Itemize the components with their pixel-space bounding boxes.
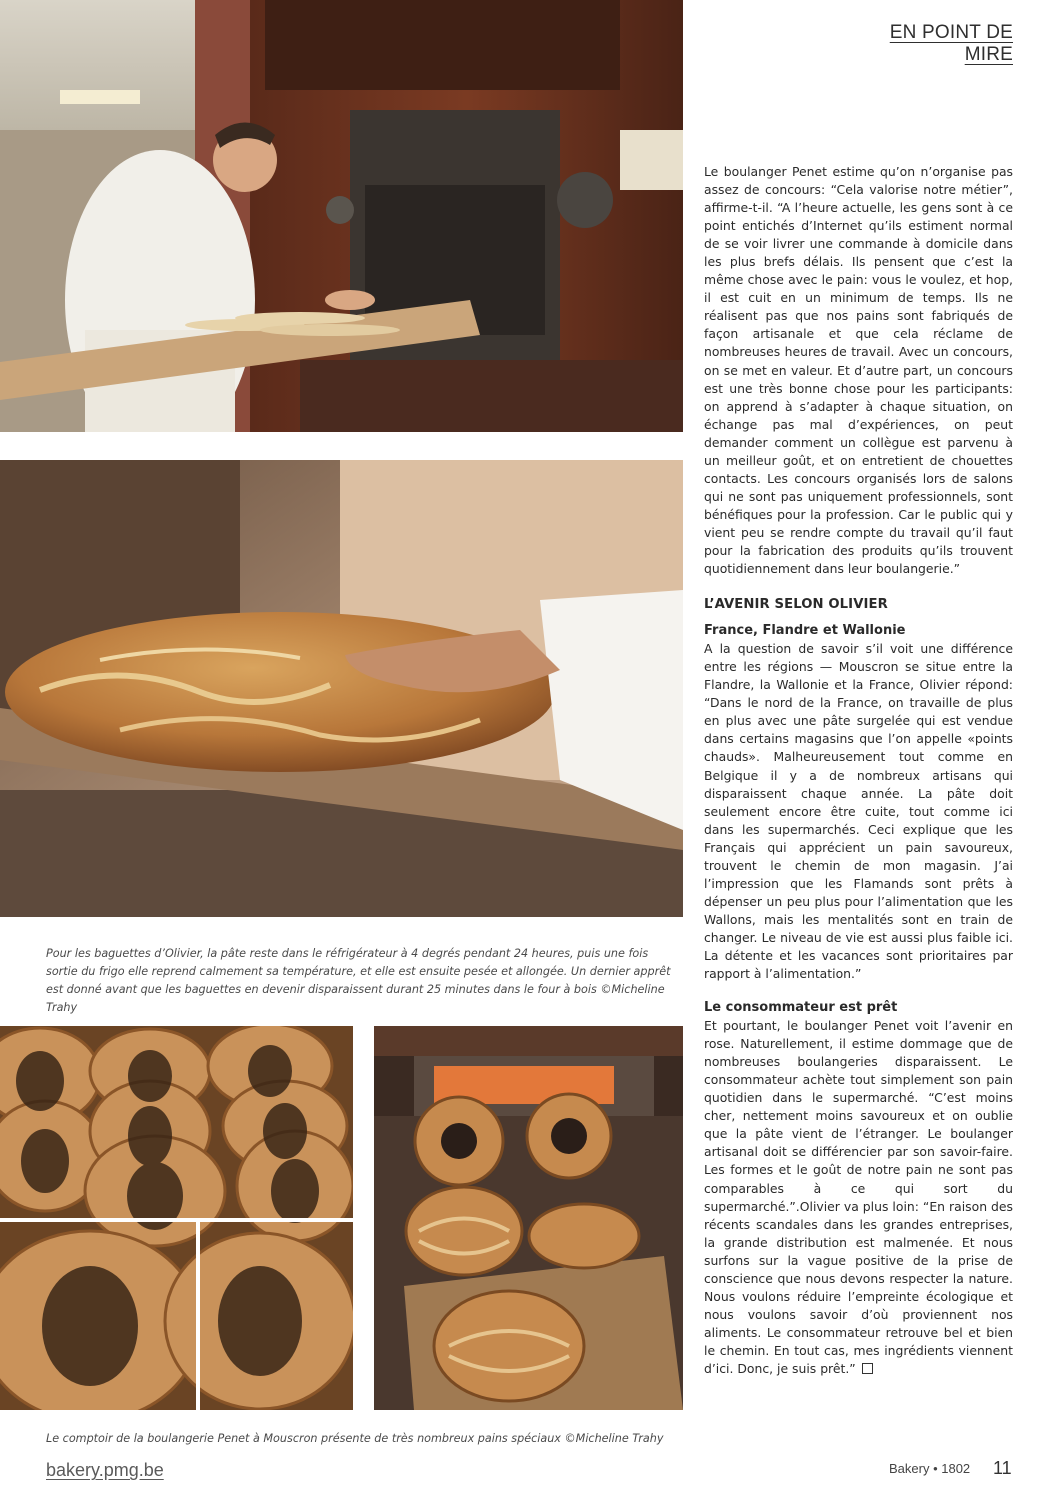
section-label: EN POINT DE MIRE — [889, 22, 1013, 65]
section-heading: L’AVENIR SELON OLIVIER — [704, 597, 888, 613]
paragraph-regions: A la question de savoir s’il voit une différence entre les régions — Mouscron se situe entre la Flandre, la Wallonie et la France, Olivier répond: “Dans le nord de la France, on travaille de plus en plus avec une pâte surgelée qui est vendue dans certains magasins que l’on appelle «points chauds». Malheureusement tout comme en Belgique il y a de nombreux artisans qui disparaissent chaque année. La pâte doit seulement encore être cuite, tout comme ici dans les supermarchés. Ceci explique que les Français qui apprécient un pain savoureux, trouvent le chemin de mon magasin. J’ai l’impression que les Flamands sont prêts à dépenser un peu plus pour l’alimentation que les Wallons, mais les mentalités sont en train de changer. Le niveau de vie est aussi plus faible ici. La détente et les vacances sont prioritaires par rapport à l’alimentation.” — [704, 641, 1013, 982]
photo-bread-graphic — [0, 460, 683, 917]
photo-oven-graphic — [374, 1026, 683, 1410]
photo-portrait-graphic — [0, 1026, 353, 1410]
footer-publication: Bakery • 1802 — [889, 1461, 971, 1476]
page-number: 11 — [993, 1458, 1012, 1478]
caption-baguettes: Pour les baguettes d’Olivier, la pâte reste dans le réfrigérateur à 4 degrés pendant 24 heures, puis une fois sortie du frigo elle reprend calmement sa température, et elle est ensuite pesée et allongée. Un dernier apprêt est donné avant que les baguettes en devenir disparaissent durant 25 minutes dans le four à bois ©Micheline Trahy — [46, 947, 671, 1014]
photo-decorated-breads — [374, 1026, 683, 1410]
article-column — [704, 163, 1013, 1378]
paragraph-consumer-text: Et pourtant, le boulanger Penet voit l’avenir en rose. Naturellement, il estime dommage que de nombreuses boulangeries disparaissent. Le consommateur achète tout simplement son pain quotidien dans le supermarché. “C’est moins cher, nettement moins savoureux et on oublie que la pâte vient de l’étranger. Le boulanger artisanal doit se différencier par son savoir-faire. Les formes et le goût de notre pain ne sont pas comparables à ce qui sort du supermarché.”.Olivier va plus loin: “En raison des récents scandales dans les grandes entreprises, la grande distribution est malmenée. Et nous surfons sur la vague positive de la prise de conscience que nous devons respecter la nature. Nous voulons réduire l’empreinte écologique et nous voulons savoir d’où proviennent nos aliments. Le consommateur retrouve bel et bien le chemin. En tout cas, mes ingrédients viennent d’ici. Donc, je suis prêt.” — [704, 1018, 1013, 1376]
subheading-consumer: Le consommateur est prêt — [704, 1000, 898, 1016]
article-intro: Le boulanger Penet estime qu’on n’organise pas assez de concours: “Cela valorise notre métier”, affirme-t-il. “A l’heure actuelle, les gens sont à ce point entichés d’Internet qu’ils estiment normal de se voir livrer une commande à domicile dans les plus brefs délais. Ils pensent que c’est la même chose avec le pain: vous le voulez, et hop, il est cuit en un minimum de temps. Ils ne réalisent pas que nos pains sont fabriqués de façon artisanale et que cela réclame de nombreuses heures de travail. Avec un concours, on se met en valeur. Et d’autre part, un concours est une très bonne chose pour les participants: on apprend à s’adapter à chaque situation, on échange pas mal d’expériences, on peut demander comment un collègue est parvenu à un meilleur goût, et on entretient de chouettes contacts. Les concours organisés lors de salons qui ne sont pas uniquement professionnels, sont bénéfiques pour la profession. Car le public qui y vient peu se rendre compte du travail qu’il faut pour la fabrication des produits qu’ils trouvent quotidiennement dans leur boulangerie.” — [704, 164, 1013, 577]
photo-baker-graphic — [0, 0, 683, 432]
end-mark-icon — [862, 1363, 873, 1374]
photo-bread-on-peel — [0, 460, 683, 917]
paragraph-consumer — [704, 1017, 1013, 1378]
caption-counter: Le comptoir de la boulangerie Penet à Mouscron présente de très nombreux pains spéciaux ©Micheline Trahy — [46, 1432, 664, 1445]
footer-url[interactable]: bakery.pmg.be — [46, 1460, 164, 1480]
photo-baker-at-oven — [0, 0, 683, 432]
photo-portrait-breads — [0, 1026, 353, 1410]
subheading-regions: France, Flandre et Wallonie — [704, 623, 906, 639]
